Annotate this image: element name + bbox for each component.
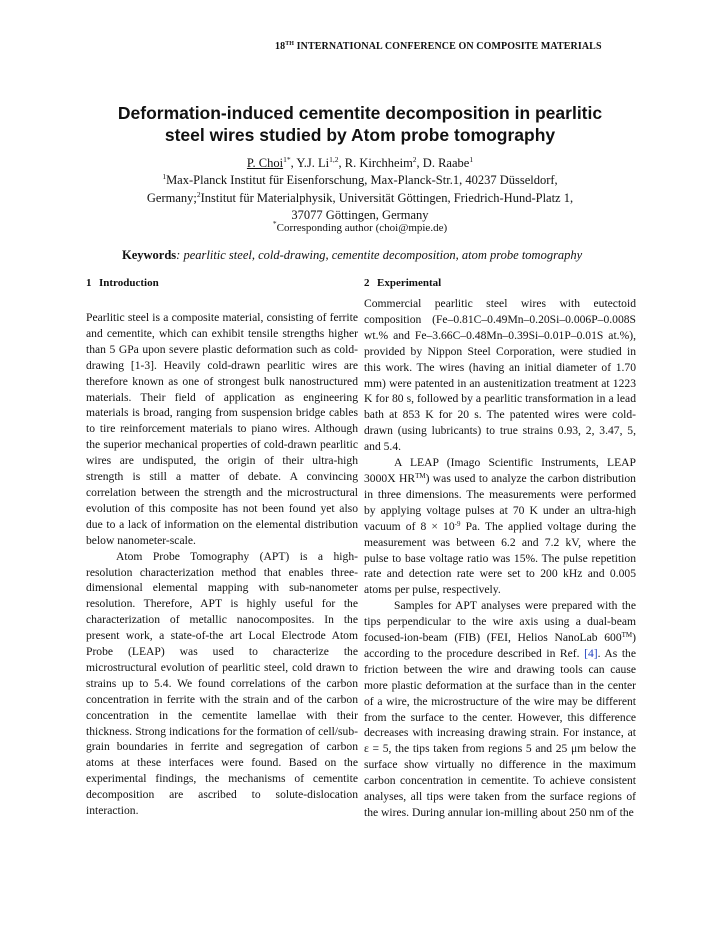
author-2-affil: 1,2 bbox=[329, 155, 339, 164]
keywords bbox=[122, 248, 642, 263]
keywords-label: Keywords bbox=[122, 248, 177, 262]
corresponding-author: *Corresponding author (choi@mpie.de) bbox=[272, 219, 448, 234]
affiliation-line-1: $^1$Max-Planck Institut für Eisenforschung, Max-Planck-Str.1, 40237 Düsseldorf, bbox=[162, 172, 558, 187]
left-column bbox=[86, 276, 358, 819]
right-column bbox=[364, 276, 636, 821]
author-4-affil: 1 bbox=[469, 155, 474, 164]
running-head-number: 18 bbox=[275, 41, 286, 52]
trademark-mark: TM bbox=[415, 471, 426, 480]
section-heading-introduction bbox=[86, 276, 358, 296]
affiliation-2-marker: 2 bbox=[196, 190, 201, 199]
affiliation-line-2: Germany;$^2$Institut für Materialphysik, Universität Göttingen, Friedrich-Hund-Platz 1, bbox=[146, 190, 574, 205]
intro-paragraph-2: Atom Probe Tomography (APT) is a high-resolution characterization method that enables three-dimensional elemental mapping with sub-nanometer resolution. Therefore, APT is highly useful for the characterization of metallic nanocomposites. In the present work, a state-of-the art Local Electrode Atom Probe (LEAP) was used to characterize the microstructural evolution of pearlitic steel, cold drawn to strains up to 5.4. We found correlations of the carbon concentration in ferrite with the strain and of the carbon concentration in the cementite lamellae with their thickness. Strong indications for the formation of cell/sub-grain boundaries in ferrite and segregation of carbon atoms at these interfaces were found. Based on the experimental findings, the mechanisms of cementite decomposition are ascribed to solute-dislocation interaction. bbox=[86, 549, 358, 818]
running-head bbox=[275, 41, 635, 52]
corresponding-marker: * bbox=[272, 219, 277, 228]
author-3-affil: 2 bbox=[412, 155, 417, 164]
title-line-1: Deformation-induced cementite decomposition in pearlitic bbox=[117, 103, 603, 123]
affiliation-1-marker: 1 bbox=[162, 172, 167, 181]
section-heading-experimental bbox=[364, 276, 636, 296]
experimental-paragraph-3: Samples for APT analyses were prepared with the tips perpendicular to the wire axis using a dual-beam focused-ion-beam (FIB) (FEI, Helios NanoLab 600™) according to the procedure described in Ref. [4]. As the friction between the wire and drawing tools can cause more plastic deformation at the surface than in the center of a wire, the microstructure of the wire may be different from the surface to the center. However, this difference decreases with increasing drawing strain. For instance, at ε = 5, the tips taken from regions 5 and 25 μm below the surface show virtually no difference in the maximum carbon concentration in cementite. To achieve consistent analyses, all tips were taken from the surface regions of the wires. During annular ion-milling about 250 nm of the bbox=[364, 599, 636, 819]
experimental-paragraph-2: A LEAP (Imago Scientific Instruments, LEAP 3000X HR™) was used to analyze the carbon distribution in three dimensions. The measurements were performed by applying voltage pulses at 70 K under an ultra-high vacuum of $8 \times 10^{-9}$ Pa. The applied voltage during the measurement was between 6.2 and 7.2 kV, where the pulse to base voltage ratio was 15%. The pulse repetition rate and detection rate were set to 200 kHz and 0.005 atoms per pulse, respectively. bbox=[364, 456, 636, 597]
author-1: P. Choi bbox=[246, 156, 284, 170]
author-1-affil: 1* bbox=[283, 155, 291, 164]
experimental-paragraph-1: Commercial pearlitic steel wires with eutectoid composition (Fe–0.81C–0.49Mn–0.20Si–0.006P–0.008S wt.% and Fe–3.66C–0.48Mn–0.39Si–0.01P–0.01S at.%), provided by Nippon Steel Corporation, were studied in this work. The wires (having an initial diameter of 1.70 mm) were patented in an austenitization treatment at 1223 K for 80 s, followed by a pearlitic transformation in a lead bath at 853 K for 20 s. The patented wires were cold-drawn (using lubricants) to true strains 0.93, 2, 3.47, 5, and 5.4. bbox=[364, 297, 636, 454]
running-head-text: INTERNATIONAL CONFERENCE ON COMPOSITE MATERIALS bbox=[294, 41, 602, 52]
affiliation-line-3: 37077 Göttingen, Germany bbox=[291, 208, 429, 222]
author-list: P. Choi$^{1*}$, Y.J. Li$^{1,2}$, R. Kirchheim$^2$, D. Raabe$^1$ bbox=[246, 155, 474, 170]
intro-paragraph-1: Pearlitic steel is a composite material, consisting of ferrite and cementite, which can exhibit tensile strengths higher than 5 GPa upon severe plastic deformation such as cold-drawing [1-3]. Heavily cold-drawn pearlitic wires are therefore known as one of strongest bulk nanostructured materials. Their field of application as engineering materials is broad, ranging from suspension bridge cables to tire reinforcement materials to piano wires. Although the superior mechanical properties of cold-drawn pearlitic wires are undisputed, the origin of their ultra-high strength is still a matter of debate. A convincing correlation between the strength and the microstructural evolution of this composite has not been found yet also due to a lack of information on the elemental distribution below nanometer-scale. bbox=[86, 311, 358, 547]
paper-title bbox=[90, 102, 630, 146]
section-number: 2 bbox=[364, 277, 370, 289]
keywords-text: : pearlitic steel, cold-drawing, cementite decomposition, atom probe tomography bbox=[176, 248, 583, 262]
section-title: Experimental bbox=[377, 277, 442, 289]
running-head-ordinal: TH bbox=[285, 41, 295, 47]
title-line-2: steel wires studied by Atom probe tomography bbox=[164, 125, 556, 145]
author-3: R. Kirchheim bbox=[344, 156, 413, 170]
exponent: -9 bbox=[454, 519, 461, 528]
section-number: 1 bbox=[86, 277, 92, 289]
author-4: D. Raabe bbox=[422, 156, 470, 170]
reference-link[interactable]: [4] bbox=[584, 646, 598, 660]
trademark-mark: TM bbox=[621, 631, 633, 640]
section-title: Introduction bbox=[99, 277, 159, 289]
author-2: Y.J. Li bbox=[296, 156, 330, 170]
